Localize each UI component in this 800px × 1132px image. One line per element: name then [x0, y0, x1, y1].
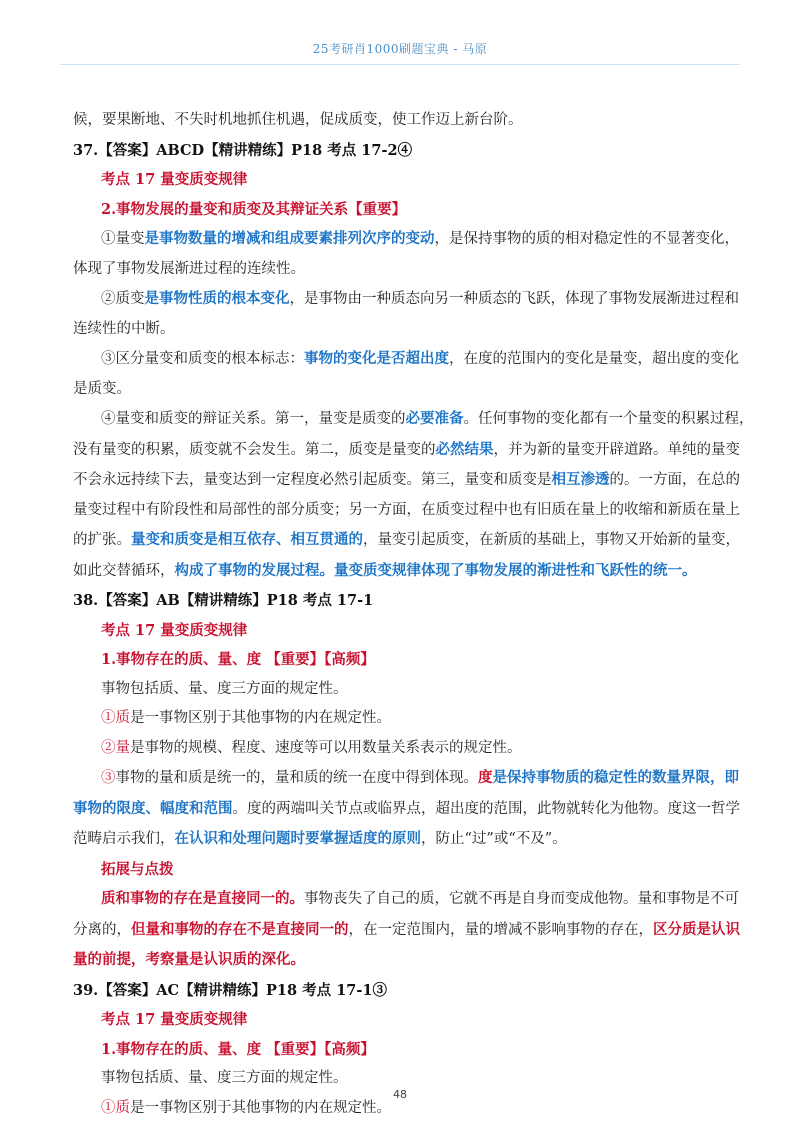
text-line: 事物包括质、量、度三方面的规定性。: [101, 680, 348, 697]
topic-heading: 考点 17 量变质变规律: [101, 621, 248, 639]
text-span: ①量变: [101, 231, 145, 247]
text-span: ，在一定范围内，量的增减不影响事物的存在，: [348, 921, 653, 938]
text-span: ，防止“过”或“不及”。: [421, 831, 567, 847]
page-header: 25考研肖1000刷题宝典 - 马原: [312, 42, 488, 56]
extension-heading: 拓展与点拨: [101, 860, 174, 878]
text-span: ，量变引起质变，在新质的基础上，事物又开始新的量变，: [363, 532, 740, 548]
paragraph-extension: [73, 884, 740, 976]
topic-heading: 考点 17 量变质变规律: [101, 1011, 248, 1028]
text-span: 如此交替循环，: [73, 562, 175, 579]
topic-heading: 考点 17 量变质变规律: [101, 171, 248, 188]
text-span: ，并为新的量变开辟道路。单纯的量变: [493, 441, 740, 458]
text-span: ，在度的范围内的变化是量变，超出度的变化: [449, 351, 739, 367]
text-span: 是质变。: [73, 380, 131, 397]
text-span: 。度的两端叫关节点或临界点，超出度的范围，此物就转化为他物。度这一哲学: [232, 800, 740, 817]
highlight-red: 量的前提，考察量是认识质的深化。: [73, 951, 305, 968]
text-span: 的扩张。: [73, 532, 131, 548]
text-span: 不会永远持续下去，量变达到一定程度必然引起质变。第三，量变和质变是: [73, 472, 552, 488]
highlight-red: 质和事物的存在是直接同一的。: [101, 890, 304, 907]
answer-heading-38: 38.【答案】AB【精讲精练】P18 考点 17-1: [73, 592, 374, 609]
numbered-term: ②量: [101, 739, 130, 756]
text-span: 事物的量和质是统一的，量和质的统一在度中得到体现。: [115, 770, 478, 786]
text-span: 分离的，: [73, 921, 131, 938]
text-line: 候，要果断地、不失时机地抓住机遇，促成质变，使工作迈上新台阶。: [73, 112, 523, 128]
text-span: 的。一方面，在总的: [609, 472, 740, 488]
text-line: 事物包括质、量、度三方面的规定性。: [101, 1070, 348, 1086]
highlight-blue: 必然结果: [435, 440, 494, 458]
text-span: 没有量变的积累，质变就不会发生。第二，质变是量变的: [73, 441, 436, 458]
highlight-blue: 是事物性质的根本变化: [144, 290, 290, 307]
highlight-blue: 事物的限度、幅度和范围: [73, 799, 233, 817]
numbered-term: ①质: [101, 710, 130, 726]
text-span: 范畴启示我们，: [73, 831, 175, 847]
text-line: [73, 734, 733, 764]
text-span: ④量变和质变的辩证关系。第一，量变是质变的: [101, 411, 406, 427]
paragraph-degree: [73, 763, 740, 855]
subtopic-heading: 2.事物发展的量变和质变及其辩证关系【重要】: [101, 200, 407, 218]
text-span: 量变过程中有阶段性和局部性的部分质变；另一方面，在质变过程中也有旧质在量上的收缩和新质在量上: [73, 501, 740, 518]
text-span: 是一事物区别于其他事物的内在规定性。: [130, 710, 391, 726]
text-span: 是事物的规模、程度、速度等可以用数量关系表示的规定性。: [130, 739, 522, 756]
subtopic-heading: 1.事物存在的质、量、度 【重要】【高频】: [101, 651, 375, 668]
highlight-red: 区分质是认识: [653, 920, 740, 938]
text-span: ③区分量变和质变的根本标志：: [101, 351, 304, 367]
paragraph-dialectical-relation: [73, 404, 754, 586]
paragraph-quantitative-change: [73, 224, 739, 284]
highlight-red: 度: [478, 769, 493, 786]
highlight-blue: 在认识和处理问题时要掌握适度的原则: [174, 830, 421, 847]
highlight-blue: 事物的变化是否超出度: [304, 350, 449, 367]
text-span: ②质变: [101, 291, 145, 307]
text-span: 是一事物区别于其他事物的内在规定性。: [130, 1099, 391, 1116]
highlight-blue: 是保持事物质的稳定性的数量界限，即: [492, 769, 739, 786]
highlight-blue: 必要准备: [405, 410, 464, 427]
text-span: 连续性的中断。: [73, 320, 175, 337]
page-number: 48: [393, 1088, 407, 1101]
highlight-blue: 是事物数量的增减和组成要素排列次序的变动: [144, 230, 435, 247]
highlight-blue: 构成了事物的发展过程。量变质变规律体现了事物发展的渐进性和飞跃性的统一。: [174, 561, 697, 579]
numbered-term: ③: [101, 770, 116, 786]
text-span: 事物丧失了自己的质，它就不再是自身而变成他物。量和事物是不可: [304, 891, 739, 907]
header-divider: [60, 64, 740, 65]
numbered-term: ①质: [101, 1099, 130, 1116]
highlight-red: 但量和事物的存在不是直接同一的: [131, 920, 349, 938]
text-line: [73, 704, 733, 734]
answer-heading-39: 39.【答案】AC【精讲精练】P18 考点 17-1③: [73, 981, 387, 999]
answer-heading-37: 37.【答案】ABCD【精讲精练】P18 考点 17-2④: [73, 141, 413, 159]
text-span: ，是保持事物的质的相对稳定性的不显著变化，: [434, 231, 739, 247]
text-span: 体现了事物发展渐进过程的连续性。: [73, 260, 305, 277]
paragraph-distinguish: [73, 344, 739, 404]
highlight-blue: 相互渗透: [551, 471, 610, 488]
text-span: ，是事物由一种质态向另一种质态的飞跃，体现了事物发展渐进过程和: [289, 291, 739, 307]
page-content: [73, 106, 754, 1123]
text-span: 。任何事物的变化都有一个量变的积累过程，: [463, 411, 754, 427]
paragraph-qualitative-change: [73, 284, 739, 344]
subtopic-heading: 1.事物存在的质、量、度 【重要】【高频】: [101, 1040, 375, 1058]
highlight-blue: 量变和质变是相互依存、相互贯通的: [131, 531, 363, 548]
